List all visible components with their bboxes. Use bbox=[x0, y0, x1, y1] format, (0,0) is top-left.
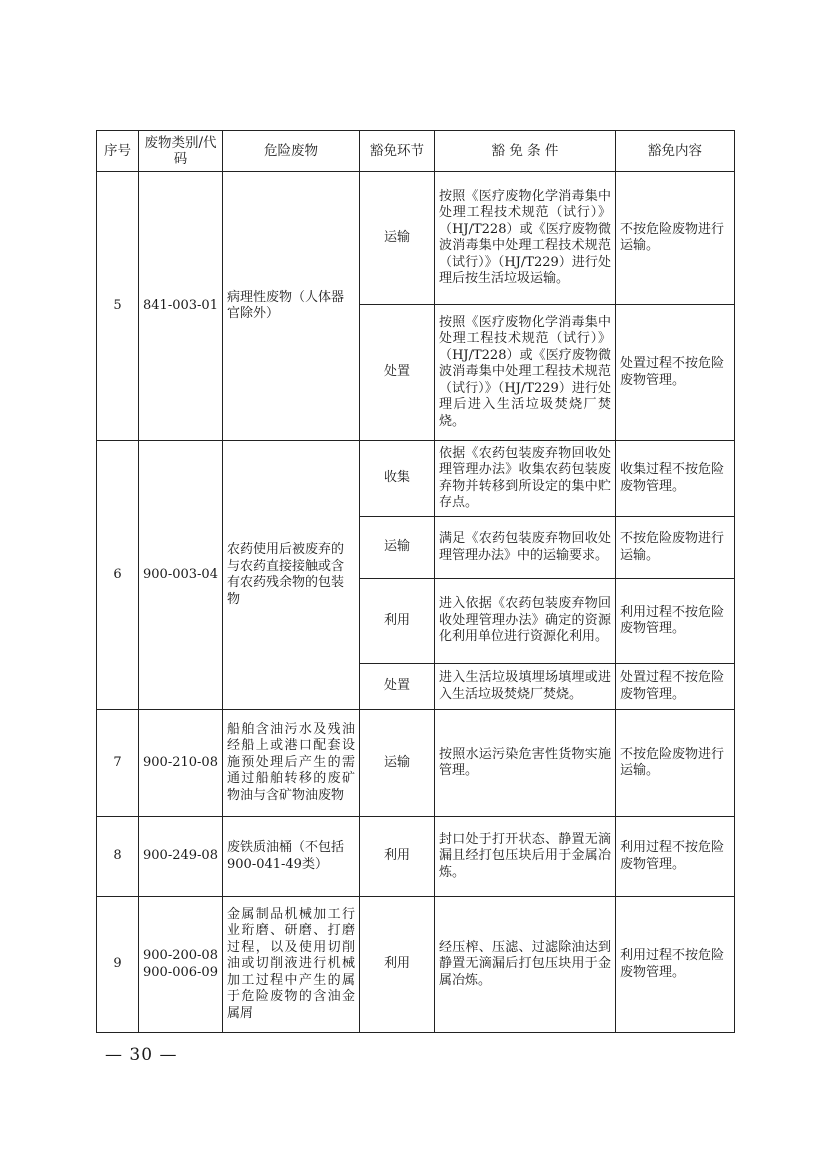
row6-condition-3: 进入依据《农药包装废弃物回收处理管理办法》确定的资源化利用单位进行资源化利用。 bbox=[435, 579, 616, 664]
row6-condition-2: 满足《农药包装废弃物回收处理管理办法》中的运输要求。 bbox=[435, 517, 616, 579]
row6-stage-3: 利用 bbox=[360, 579, 435, 664]
row6-content-2: 不按危险废物进行运输。 bbox=[616, 517, 735, 579]
table-row bbox=[97, 441, 735, 517]
row7-stage: 运输 bbox=[360, 710, 435, 817]
row6-content-1: 收集过程不按危险废物管理。 bbox=[616, 441, 735, 517]
row5-stage-2: 处置 bbox=[360, 305, 435, 441]
row9-waste: 金属制品机械加工行业珩磨、研磨、打磨过程，以及使用切削油或切削液进行机械加工过程中产生的属于危险废物的含油金属屑 bbox=[223, 897, 360, 1033]
row5-condition-2: 按照《医疗废物化学消毒集中处理工程技术规范（试行）》（HJ/T228）或《医疗废物微波消毒集中处理工程技术规范（试行）》（HJ/T229）进行处理后进入生活垃圾焚烧厂焚烧。 bbox=[435, 305, 616, 441]
row6-condition-4: 进入生活垃圾填埋场填埋或进入生活垃圾焚烧厂焚烧。 bbox=[435, 664, 616, 710]
row9-code-2: 900-006-09 bbox=[143, 964, 218, 980]
row6-condition-1: 依据《农药包装废弃物回收处理管理办法》收集农药包装废弃物并转移到所设定的集中贮存点。 bbox=[435, 441, 616, 517]
exemption-table bbox=[96, 130, 735, 1033]
table-header-row bbox=[97, 131, 735, 172]
row9-content: 利用过程不按危险废物管理。 bbox=[616, 897, 735, 1033]
row8-code: 900-249-08 bbox=[139, 817, 223, 897]
table-row bbox=[97, 172, 735, 305]
row5-condition-1: 按照《医疗废物化学消毒集中处理工程技术规范（试行）》（HJ/T228）或《医疗废物微波消毒集中处理工程技术规范（试行）》（HJ/T229）进行处理后按生活垃圾运输。 bbox=[435, 172, 616, 305]
row5-content-2: 处置过程不按危险废物管理。 bbox=[616, 305, 735, 441]
table-row bbox=[97, 710, 735, 817]
header-waste: 危险废物 bbox=[223, 131, 360, 172]
row9-condition: 经压榨、压滤、过滤除油达到静置无滴漏后打包压块用于金属冶炼。 bbox=[435, 897, 616, 1033]
row9-code-1: 900-200-08 bbox=[143, 948, 218, 963]
header-code: 废物类别/代码 bbox=[139, 131, 223, 172]
row7-condition: 按照水运污染危害性货物实施管理。 bbox=[435, 710, 616, 817]
row5-stage-1: 运输 bbox=[360, 172, 435, 305]
row7-content: 不按危险废物进行运输。 bbox=[616, 710, 735, 817]
row8-waste: 废铁质油桶（不包括900-041-49类） bbox=[223, 817, 360, 897]
row6-stage-1: 收集 bbox=[360, 441, 435, 517]
row8-stage: 利用 bbox=[360, 817, 435, 897]
row8-content: 利用过程不按危险废物管理。 bbox=[616, 817, 735, 897]
row7-code: 900-210-08 bbox=[139, 710, 223, 817]
row7-seq: 7 bbox=[97, 710, 139, 817]
row5-content-1: 不按危险废物进行运输。 bbox=[616, 172, 735, 305]
row6-code: 900-003-04 bbox=[139, 441, 223, 710]
row9-codes bbox=[139, 897, 223, 1033]
row5-waste: 病理性废物（人体器官除外） bbox=[223, 172, 360, 441]
header-seq: 序号 bbox=[97, 131, 139, 172]
row5-seq: 5 bbox=[97, 172, 139, 441]
header-condition: 豁 免 条 件 bbox=[435, 131, 616, 172]
row8-seq: 8 bbox=[97, 817, 139, 897]
row6-stage-4: 处置 bbox=[360, 664, 435, 710]
header-stage: 豁免环节 bbox=[360, 131, 435, 172]
row5-code: 841-003-01 bbox=[139, 172, 223, 441]
table-row bbox=[97, 897, 735, 1033]
row6-content-3: 利用过程不按危险废物管理。 bbox=[616, 579, 735, 664]
header-content: 豁免内容 bbox=[616, 131, 735, 172]
row6-content-4: 处置过程不按危险废物管理。 bbox=[616, 664, 735, 710]
table-row bbox=[97, 817, 735, 897]
row6-waste: 农药使用后被废弃的与农药直接接触或含有农药残余物的包装物 bbox=[223, 441, 360, 710]
row6-seq: 6 bbox=[97, 441, 139, 710]
row7-waste: 船舶含油污水及残油经船上或港口配套设施预处理后产生的需通过船舶转移的废矿物油与含矿物油废物 bbox=[223, 710, 360, 817]
row9-stage: 利用 bbox=[360, 897, 435, 1033]
page-number: — 30 — bbox=[105, 1045, 178, 1065]
row8-condition: 封口处于打开状态、静置无滴漏且经打包压块后用于金属冶炼。 bbox=[435, 817, 616, 897]
row6-stage-2: 运输 bbox=[360, 517, 435, 579]
row9-seq: 9 bbox=[97, 897, 139, 1033]
